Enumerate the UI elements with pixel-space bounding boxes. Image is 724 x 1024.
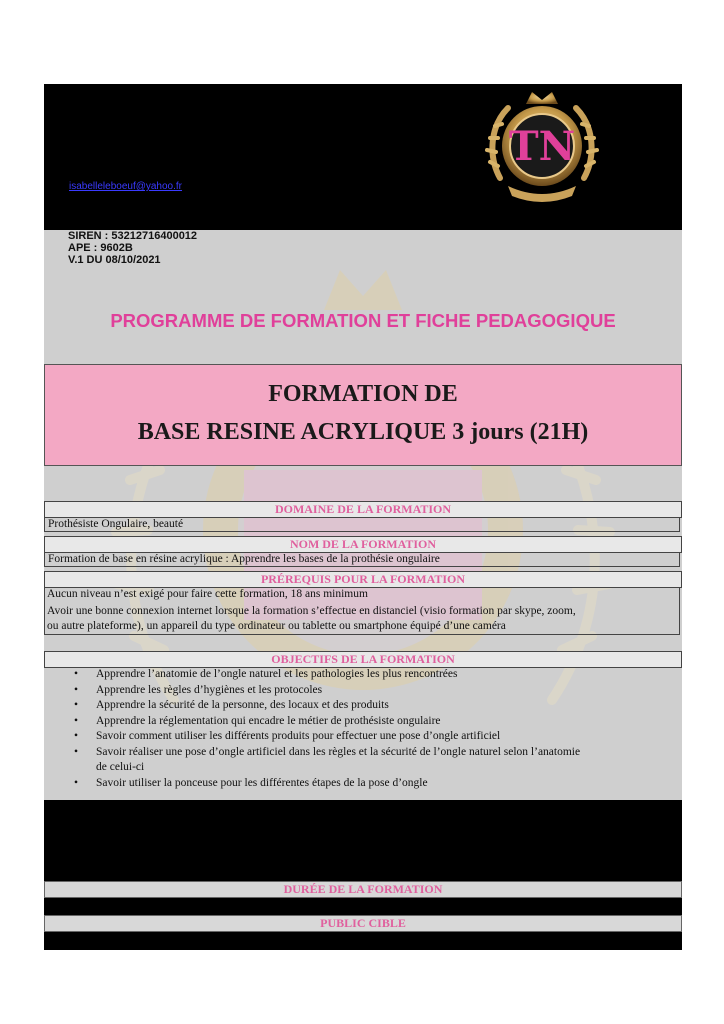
domaine-text: Prothésiste Ongulaire, beauté — [44, 517, 680, 532]
section-heading-prerequis: PRÉREQUIS POUR LA FORMATION — [44, 571, 682, 588]
list-item: • Apprendre l’anatomie de l’ongle naturel et les pathologies les plus rencontrées — [74, 668, 458, 680]
section-heading-duree: DURÉE DE LA FORMATION — [44, 881, 682, 898]
formation-title-line1: FORMATION DE — [268, 381, 458, 407]
bottom-band — [44, 800, 682, 950]
header-band — [44, 84, 682, 230]
logo-text: TN — [508, 123, 576, 170]
section-heading-public: PUBLIC CIBLE — [44, 915, 682, 932]
prerequis-text — [47, 587, 677, 634]
section-heading-nom: NOM DE LA FORMATION — [44, 536, 682, 553]
tn-logo-seal — [480, 86, 604, 206]
prerequis-line: Aucun niveau n’est exigé pour faire cette formation, 18 ans minimum — [47, 588, 368, 600]
nom-text: Formation de base en résine acrylique : Apprendre les bases de la prothésie ongulaire — [44, 552, 680, 567]
prerequis-line: Avoir une bonne connexion internet lorsque la formation s’effectue en distanciel (visio formation par skype, zoom, — [47, 605, 576, 617]
formation-title-box — [44, 364, 682, 466]
formation-title-line2: BASE RESINE ACRYLIQUE 3 jours (21H) — [137, 419, 589, 445]
document-page — [44, 84, 682, 950]
prerequis-line: ou autre plateforme), un appareil du type ordinateur ou tablette ou smartphone équipé d’une caméra — [47, 620, 506, 632]
ape-line: APE : 9602B — [68, 242, 133, 254]
list-item: • Savoir comment utiliser les différents produits pour effectuer une pose d’ongle artificiel — [74, 730, 501, 742]
objectifs-list — [74, 667, 674, 791]
company-info — [68, 230, 197, 266]
section-heading-objectifs: OBJECTIFS DE LA FORMATION — [44, 651, 682, 668]
content-area — [44, 230, 682, 800]
list-item: • Apprendre les règles d’hygiènes et les protocoles — [74, 683, 323, 696]
list-item: • Apprendre la sécurité de la personne, des locaux et des produits — [74, 699, 389, 711]
program-title: PROGRAMME DE FORMATION ET FICHE PEDAGOGIQUE — [110, 310, 616, 331]
version-line: V.1 DU 08/10/2021 — [68, 254, 161, 266]
list-item: • Savoir utiliser la ponceuse pour les différentes étapes de la pose d’ongle — [74, 776, 428, 789]
section-heading-domaine: DOMAINE DE LA FORMATION — [44, 501, 682, 518]
email-link[interactable]: isabelleleboeuf@yahoo.fr — [69, 181, 183, 192]
list-item: • Apprendre la réglementation qui encadre le métier de prothésiste ongulaire — [74, 714, 441, 727]
siren-line: SIREN : 53212716400012 — [68, 230, 198, 242]
list-item: • Savoir réaliser une pose d’ongle artificiel dans les règles et la sécurité de l’ongle naturel selon l’anatomie de celui-ci — [74, 745, 581, 773]
